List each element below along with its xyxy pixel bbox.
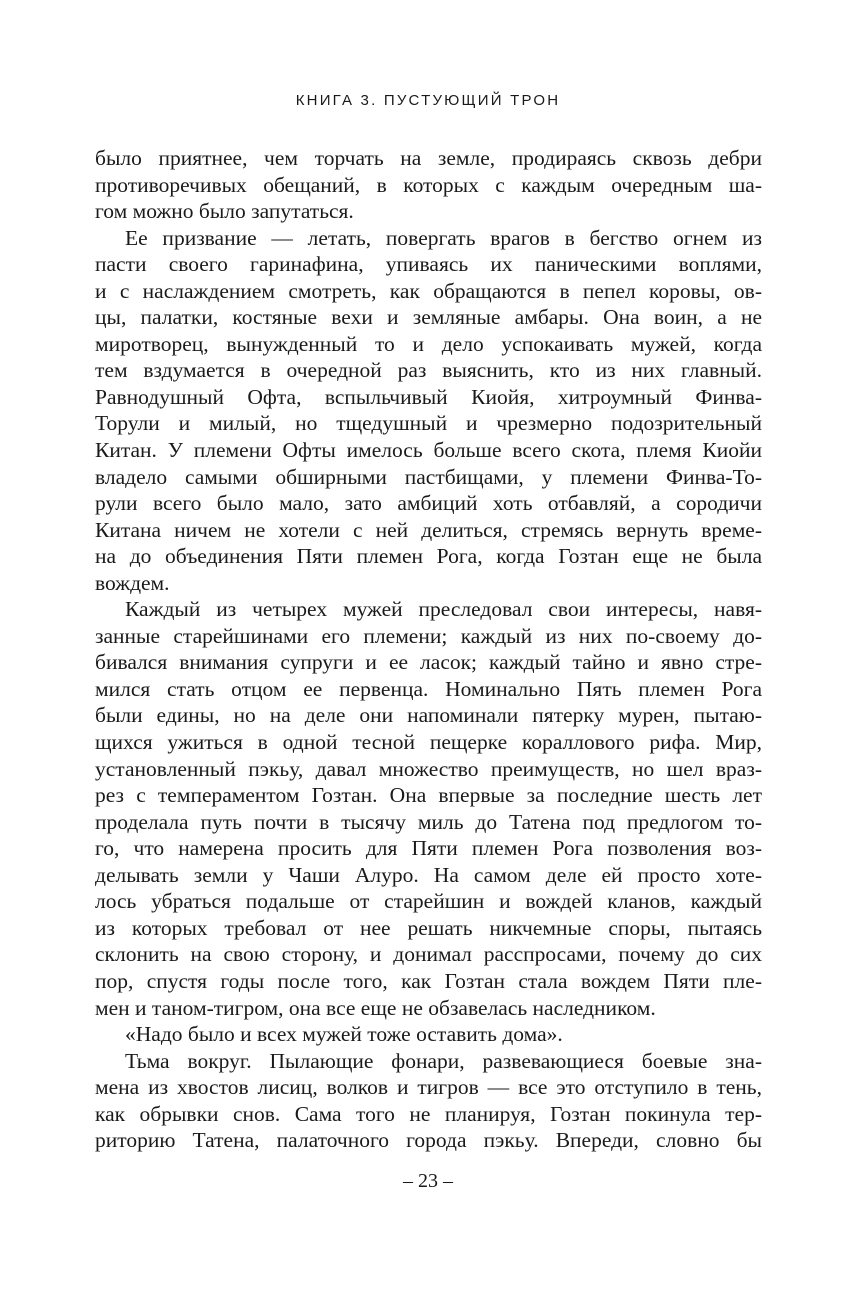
text-line: мен и таном-тигром, она все еще не обзавелась наследником. — [95, 995, 656, 1020]
text-line: рули всего было мало, зато амбиций хоть отбавляй, а сородичи — [95, 491, 762, 516]
text-line: риторию Татена, палаточного города пэкьу. Впереди, словно бы — [95, 1128, 762, 1153]
text-line: проделала путь почти в тысячу миль до Татена под предлогом то- — [95, 809, 762, 834]
text-line: и с наслаждением смотреть, как обращаются в пепел коровы, ов- — [95, 278, 762, 303]
text-line: Тьма вокруг. Пылающие фонари, развевающиеся боевые зна- — [125, 1048, 762, 1073]
text-line: было приятнее, чем торчать на земле, продираясь сквозь дебри — [95, 146, 762, 170]
running-header: КНИГА 3. ПУСТУЮЩИЙ ТРОН — [295, 92, 561, 109]
text-line: как обрывки снов. Сама того не планируя, Гозтан покинула тер- — [95, 1101, 762, 1126]
text-line: мился стать отцом ее первенца. Номинально Пять племен Рога — [95, 676, 762, 701]
text-line: Каждый из четырех мужей преследовал свои интересы, навя- — [125, 597, 762, 622]
text-line: «Надо было и всех мужей тоже оставить дома». — [125, 1022, 563, 1047]
text-line: владело самыми обширными пастбищами, у племени Финва-То- — [95, 464, 762, 489]
text-line: противоречивых обещаний, в которых с каждым очередным ша- — [95, 172, 762, 197]
text-line: мена из хвостов лисиц, волков и тигров — все это отступило в тень, — [95, 1075, 762, 1100]
text-line: на до объединения Пяти племен Рога, когда Гозтан еще не была — [95, 544, 762, 569]
body-text — [95, 145, 762, 1154]
text-line: были едины, но на деле они напоминали пятерку мурен, пытаю- — [95, 703, 762, 728]
text-line: занные старейшинами его племени; каждый из них по-своему до- — [95, 623, 762, 648]
text-line: Торули и милый, но тщедушный и чрезмерно подозрительный — [95, 411, 762, 436]
text-line: го, что намерена просить для Пяти племен Рога позволения воз- — [95, 836, 762, 861]
text-line: щихся ужиться в одной тесной пещерке кораллового рифа. Мир, — [95, 730, 762, 755]
text-line: Равнодушный Офта, вспыльчивый Киойя, хитроумный Финва- — [95, 384, 762, 409]
text-line: миротворец, вынужденный то и дело успокаивать мужей, когда — [95, 331, 762, 356]
text-line: склонить на свою сторону, и донимал расспросами, почему до сих — [95, 942, 762, 967]
text-line: вождем. — [95, 570, 170, 595]
text-line: лось убраться подальше от старейшин и вождей кланов, каждый — [95, 889, 762, 914]
text-line: Китан. У племени Офты имелось больше всего скота, племя Киойи — [95, 438, 762, 463]
text-line: тем вздумается в очередной раз выяснить, кто из них главный. — [95, 358, 762, 383]
text-line: установленный пэкьу, давал множество преимуществ, но шел враз- — [95, 756, 762, 781]
text-line: рез с темпераментом Гозтан. Она впервые за последние шесть лет — [95, 783, 762, 808]
text-line: пор, спустя годы после того, как Гозтан стала вождем Пяти пле- — [95, 968, 762, 993]
text-line: пасти своего гаринафина, упиваясь их паническими воплями, — [95, 252, 762, 277]
text-line: цы, палатки, костяные вехи и земляные амбары. Она воин, а не — [95, 305, 762, 330]
text-line: Ее призвание — летать, повергать врагов в бегство огнем из — [125, 225, 762, 250]
page-number: – 23 – — [403, 1170, 453, 1192]
text-line: гом можно было запутаться. — [95, 199, 354, 224]
text-line: Китана ничем не хотели с ней делиться, стремясь вернуть време- — [95, 517, 762, 542]
text-line: бивался внимания супруги и ее ласок; каждый тайно и явно стре- — [95, 650, 762, 675]
text-line: из которых требовал от нее решать никчемные споры, пытаясь — [95, 915, 762, 940]
text-line: делывать земли у Чаши Алуро. На самом деле ей просто хоте- — [95, 862, 762, 887]
